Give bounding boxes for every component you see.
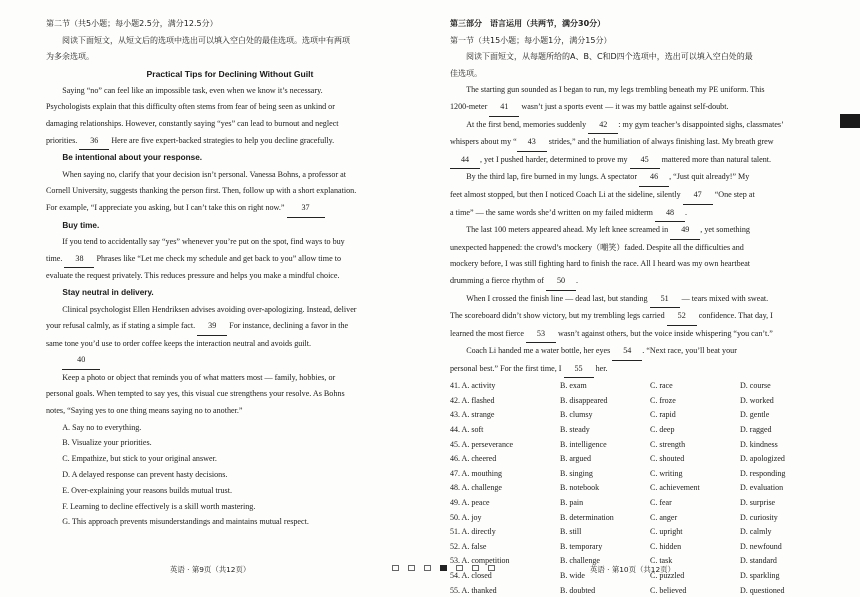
choice-a: 41. A. activity <box>450 381 496 391</box>
choice-c: C. deep <box>650 425 675 435</box>
paragraph-2-line-2: Cornell University, suggests thanking the person first. Then, follow up with a short explanation. <box>46 186 357 196</box>
choice-a: 49. A. peace <box>450 498 490 508</box>
choice-row <box>450 481 824 496</box>
choice-b: B. intelligence <box>560 439 607 449</box>
blank-53: 53 <box>526 326 556 344</box>
choice-b: B. argued <box>560 454 591 464</box>
paragraph-5-line-3: notes, “Saying yes to one thing means saying no to another.” <box>46 406 243 416</box>
page-dot <box>408 565 415 571</box>
choice-a: 50. A. joy <box>450 512 482 522</box>
option-b: B. Visualize your priorities. <box>62 438 152 448</box>
passage-title: Practical Tips for Declining Without Guilt <box>146 68 314 79</box>
choice-row <box>450 539 824 554</box>
option-g: G. This approach prevents misunderstandings and maintains mutual respect. <box>62 517 309 527</box>
instruction-line-1: 阅读下面短文，从短文后的选项中选出可以填入空白处的最佳选项。选项中有两项 <box>62 35 350 45</box>
choice-d: D. responding <box>740 468 786 478</box>
choice-c: C. puzzled <box>650 570 685 580</box>
blank-39: 39 <box>197 318 227 336</box>
choice-a: 51. A. directly <box>450 527 496 537</box>
blank-48: 48 <box>655 205 685 223</box>
paragraph-1: Saying “no” can feel like an impossible task, even when we know it’s necessary. <box>62 85 323 95</box>
heading-blank-40-row <box>46 352 414 370</box>
blank-52: 52 <box>667 308 697 326</box>
cloze-line-16: Coach Li handed me a water bottle, her eyes 54 . “Next race, you’ll beat your <box>450 343 824 361</box>
choice-d: D. worked <box>740 395 774 405</box>
left-page <box>0 0 430 592</box>
choice-d: D. surprise <box>740 498 776 508</box>
choice-row <box>450 378 824 393</box>
cloze-line-14: The scoreboard didn’t show victory, but my trembling legs carried 52 confidence. That day, I <box>450 308 824 326</box>
choice-row <box>450 510 824 525</box>
choice-c: C. writing <box>650 468 683 478</box>
options-list <box>46 420 414 531</box>
cloze-line-10: unexpected happened: the crowd’s mockery（嘲笑）faded. Despite all the difficulties and <box>450 242 744 252</box>
option-e: E. Over-explaining your reasons builds mutual trust. <box>62 485 232 495</box>
paragraph-4-line-3: same tone you’d use to order coffee keeps the interaction neutral and avoids guilt. <box>46 338 312 348</box>
cloze-line-1: The starting gun sounded as I began to run, my legs trembling beneath my PE uniform. This <box>466 85 765 95</box>
choice-c: C. upright <box>650 527 683 537</box>
choice-row <box>450 583 824 597</box>
heading-intentional: Be intentional about your response. <box>62 153 203 163</box>
blank-54: 54 <box>612 343 642 361</box>
cloze-line-4: whispers about my “ 43 strides,” and the humiliation of always finishing last. My breath grew <box>450 134 824 152</box>
blank-36: 36 <box>79 133 109 151</box>
paragraph-3-line-2: time. 38 Phrases like “Let me check my schedule and get back to you” allow time to <box>46 251 414 269</box>
choice-b: B. doubted <box>560 585 596 595</box>
choice-c: C. strength <box>650 439 686 449</box>
choice-row <box>450 422 824 437</box>
choice-row <box>450 393 824 408</box>
cloze-line-7: feet almost stopped, but then I noticed Coach Li at the sideline, silently 47 “One step at <box>450 187 824 205</box>
choice-d: D. questioned <box>740 585 785 595</box>
paragraph-1-line-3: damaging relationships. However, constantly saying “yes” can lead to burnout and neglect <box>46 118 339 128</box>
choice-b: B. disappeared <box>560 395 608 405</box>
option-a: A. Say no to everything. <box>62 422 142 432</box>
choice-a: 53. A. competition <box>450 556 510 566</box>
side-tab-marker <box>840 114 860 128</box>
part-header: 第三部分 语言运用（共两节，满分30分） <box>450 19 606 28</box>
choice-row <box>450 408 824 423</box>
choice-b: B. exam <box>560 381 587 391</box>
option-c: C. Empathize, but stick to your original answer. <box>62 454 217 464</box>
paragraph-4-line-2: your refusal calmly, as if stating a simple fact. 39 For instance, declining a favor in the <box>46 318 414 336</box>
page-dot <box>392 565 399 571</box>
right-page-footer: 英语 · 第10页（共12页） <box>590 565 675 574</box>
choice-d: D. apologized <box>740 454 785 464</box>
choice-d: D. kindness <box>740 439 778 449</box>
cloze-line-13: When I crossed the finish line — dead last, but standing 51 — tears mixed with sweat. <box>450 291 824 309</box>
choice-a: 55. A. thanked <box>450 585 497 595</box>
choice-c: C. task <box>650 556 673 566</box>
choice-c: C. froze <box>650 395 676 405</box>
option-f: F. Learning to decline effectively is a skill worth mastering. <box>62 501 256 511</box>
left-page-footer: 英语 · 第9页（共12页） <box>170 565 251 574</box>
choice-a: 47. A. mouthing <box>450 468 503 478</box>
blank-38: 38 <box>64 251 94 269</box>
choice-c: C. achievement <box>650 483 700 493</box>
choice-a: 52. A. false <box>450 541 487 551</box>
paragraph-1-line-4: priorities. 36 Here are five expert-backed strategies to help you decline gracefully. <box>46 133 414 151</box>
choice-row <box>450 437 824 452</box>
choice-b: B. temporary <box>560 541 603 551</box>
paragraph-2: When saying no, clarify that your decision isn’t personal. Vanessa Bohns, a professor at <box>62 169 347 179</box>
cloze-line-5: 44 , yet I pushed harder, determined to prove my 45 mattered more than natural talent. <box>450 152 824 170</box>
choice-b: B. still <box>560 527 582 537</box>
blank-44: 44 <box>450 152 480 170</box>
blank-40: 40 <box>62 352 100 370</box>
choice-d: D. newfound <box>740 541 782 551</box>
choice-c: C. shouted <box>650 454 685 464</box>
choice-d: D. sparkling <box>740 570 780 580</box>
choice-d: D. gentle <box>740 410 770 420</box>
blank-37: 37 <box>287 200 325 218</box>
choice-c: C. anger <box>650 512 678 522</box>
paragraph-2-line-3: For example, “I appreciate you asking, but I can’t take this on right now.” 37 <box>46 200 414 218</box>
choice-a: 42. A. flashed <box>450 395 495 405</box>
blank-42: 42 <box>588 117 618 135</box>
paragraph-4: Clinical psychologist Ellen Hendriksen advises avoiding over-apologizing. Instead, deliver <box>62 304 357 314</box>
choice-c: C. fear <box>650 498 672 508</box>
choice-row <box>450 524 824 539</box>
choice-row <box>450 451 824 466</box>
cloze-line-11: mockery before, I was still fighting hard to finish the race. All I heard was my own heartbeat <box>450 259 751 269</box>
paragraph-5-line-2: personal goals. When tempted to say yes, this visual cue strengthens your resolve. As Bohns <box>46 389 345 399</box>
choice-b: B. challenge <box>560 556 600 566</box>
choice-row <box>450 466 824 481</box>
blank-46: 46 <box>639 169 669 187</box>
choice-d: D. curiosity <box>740 512 778 522</box>
choice-row <box>450 495 824 510</box>
choice-b: B. pain <box>560 498 584 508</box>
choice-c: C. hidden <box>650 541 682 551</box>
choice-d: D. ragged <box>740 425 772 435</box>
blank-43: 43 <box>517 134 547 152</box>
paragraph-1-line-2: Psychologists explain that this difficulty often stems from fear of being seen as unkind or <box>46 102 335 112</box>
cloze-line-8: a time” — the same words she’d written on my failed midterm 48 . <box>450 205 824 223</box>
section-header: 第二节（共5小题；每小题2.5分，满分12.5分） <box>46 19 218 28</box>
choice-b: B. notebook <box>560 483 600 493</box>
choice-c: C. race <box>650 381 673 391</box>
heading-buy-time: Buy time. <box>62 220 100 230</box>
cloze-line-15: learned the most fierce 53 wasn’t against others, but the voice inside whispering “you can’t.” <box>450 326 824 344</box>
section-header-right: 第一节（共15小题；每小题1分，满分15分） <box>450 35 612 45</box>
choice-b: B. determination <box>560 512 614 522</box>
option-d: D. A delayed response can prevent hasty decisions. <box>62 470 228 480</box>
choice-a: 43. A. strange <box>450 410 495 420</box>
right-page <box>430 0 860 595</box>
choice-b: B. singing <box>560 468 593 478</box>
choice-d: D. course <box>740 381 771 391</box>
choice-a: 46. A. cheered <box>450 454 497 464</box>
blank-51: 51 <box>650 291 680 309</box>
blank-47: 47 <box>683 187 713 205</box>
paragraph-3-line-3: evaluate the request privately. This reduces pressure and helps you make a mindful choice. <box>46 271 340 281</box>
cloze-line-17: personal best.” For the first time, I 55 her. <box>450 361 824 379</box>
cloze-line-2: 1200-meter 41 wasn’t just a sports event — it was my battle against self-doubt. <box>450 99 824 117</box>
paragraph-5: Keep a photo or object that reminds you of what matters most — family, hobbies, or <box>62 372 336 382</box>
choice-a: 44. A. soft <box>450 425 484 435</box>
instruction-right-2: 佳选项。 <box>450 68 482 78</box>
instruction-line-2: 为多余选项。 <box>46 52 94 62</box>
choice-d: D. evaluation <box>740 483 784 493</box>
choice-b: B. clumsy <box>560 410 593 420</box>
choice-a: 45. A. perseverance <box>450 439 514 449</box>
choice-c: C. rapid <box>650 410 676 420</box>
blank-49: 49 <box>670 222 700 240</box>
choice-b: B. steady <box>560 425 590 435</box>
choice-a: 54. A. closed <box>450 570 492 580</box>
blank-55: 55 <box>564 361 594 379</box>
choice-b: B. wide <box>560 570 585 580</box>
cloze-line-6: By the third lap, fire burned in my lungs. A spectator 46 , “Just quit already!” My <box>450 169 824 187</box>
cloze-line-3: At the first bend, memories suddenly 42 : my gym teacher’s disappointed sighs, classmates’ <box>450 117 824 135</box>
blank-50: 50 <box>546 273 576 291</box>
choice-a: 48. A. challenge <box>450 483 502 493</box>
blank-45: 45 <box>630 152 660 170</box>
cloze-line-9: The last 100 meters appeared ahead. My left knee screamed in 49 , yet something <box>450 222 824 240</box>
heading-stay-neutral: Stay neutral in delivery. <box>62 287 154 297</box>
choice-c: C. believed <box>650 585 687 595</box>
instruction-right-1: 阅读下面短文，从每题所给的A、B、C和D四个选项中，选出可以填入空白处的最 <box>466 52 753 62</box>
blank-41: 41 <box>489 99 519 117</box>
choice-d: D. calmly <box>740 527 772 537</box>
paragraph-3: If you tend to accidentally say “yes” whenever you’re put on the spot, find ways to buy <box>62 237 345 247</box>
cloze-line-12: drumming a fierce rhythm of 50 . <box>450 273 824 291</box>
choice-d: D. standard <box>740 556 777 566</box>
